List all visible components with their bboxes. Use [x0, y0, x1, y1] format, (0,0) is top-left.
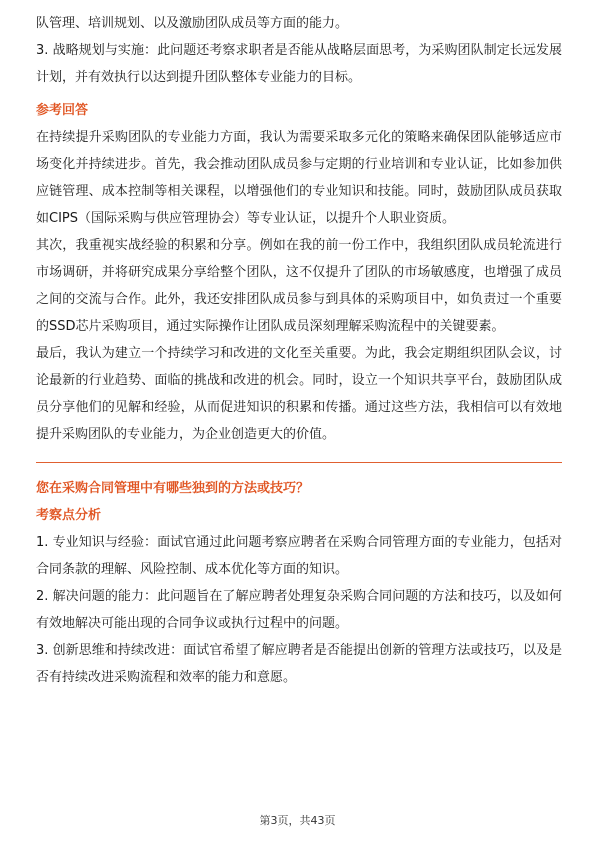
question-title: 您在采购合同管理中有哪些独到的方法或技巧？: [36, 481, 310, 496]
page-content: [36, 10, 562, 691]
answer-paragraph-1: 在持续提升采购团队的专业能力方面，我认为需要采取多元化的策略来确保团队能够适应市场变化并持续进步。首先，我会推动团队成员参与定期的行业培训和专业认证，比如参加供应链管理、成本控制等相关课程，以增强他们的专业知识和技能。同时，鼓励团队成员获取如CIPS（国际采购与供应管理协会）等专业认证，以提升个人职业资质。: [36, 130, 562, 226]
answer-paragraph-2: 其次，我重视实战经验的积累和分享。例如在我的前一份工作中，我组织团队成员轮流进行市场调研，并将研究成果分享给整个团队，这不仅提升了团队的市场敏感度，也增强了成员之间的交流与合作。此外，我还安排团队成员参与到具体的采购项目中，如负责过一个重要的SSD芯片采购项目，通过实际操作让团队成员深刻理解采购流程中的关键要素。: [36, 238, 562, 334]
analysis-point-3: 3. 创新思维和持续改进：面试官希望了解应聘者是否能提出创新的管理方法或技巧，以及是否有持续改进采购流程和效率的能力和意愿。: [36, 643, 562, 685]
analysis-label: 考察点分析: [36, 508, 102, 523]
answer-paragraph-3: 最后，我认为建立一个持续学习和改进的文化至关重要。为此，我会定期组织团队会议，讨论最新的行业趋势、面临的挑战和改进的机会。同时，设立一个知识共享平台，鼓励团队成员分享他们的见解和经验，从而促进知识的积累和传播。通过这些方法，我相信可以有效地提升采购团队的专业能力，为企业创造更大的价值。: [36, 346, 562, 442]
analysis-point-2: 2. 解决问题的能力：此问题旨在了解应聘者处理复杂采购合同问题的方法和技巧，以及如何有效地解决可能出现的合同争议或执行过程中的问题。: [36, 589, 562, 631]
analysis-point-1: 1. 专业知识与经验：面试官通过此问题考察应聘者在采购合同管理方面的专业能力，包括对合同条款的理解、风险控制、成本优化等方面的知识。: [36, 535, 562, 577]
page-number: 第3页，共43页: [259, 814, 336, 827]
intro-continuation: 队管理、培训规划、以及激励团队成员等方面的能力。: [36, 16, 349, 31]
reference-answer-label: 参考回答: [36, 103, 89, 118]
section-divider: [36, 462, 562, 463]
intro-point-3: 3. 战略规划与实施：此问题还考察求职者是否能从战略层面思考，为采购团队制定长远发展计划，并有效执行以达到提升团队整体专业能力的目标。: [36, 43, 562, 85]
